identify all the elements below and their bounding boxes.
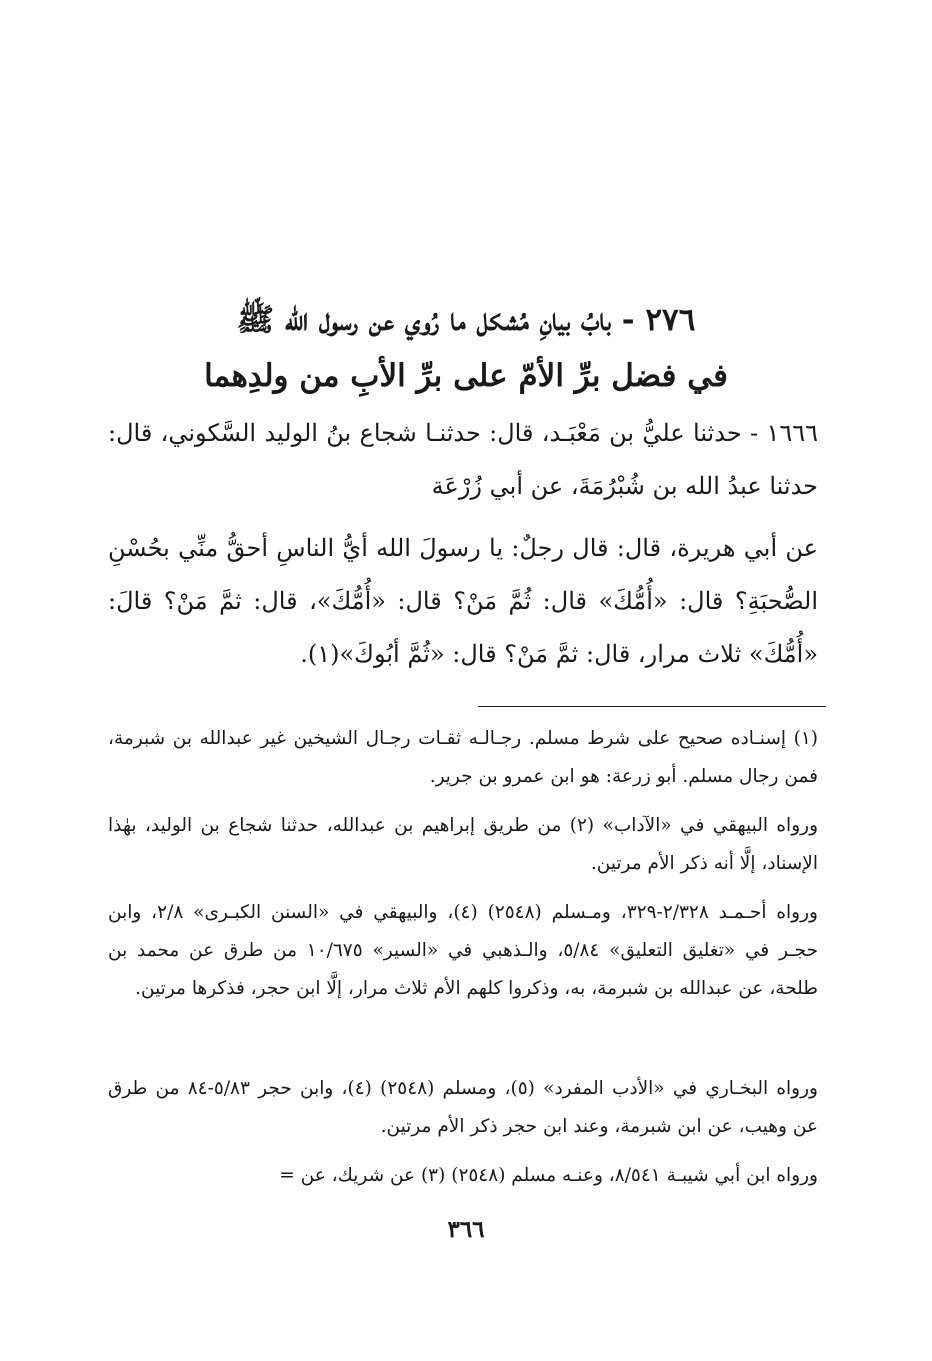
hadith-text: عن أبي هريرة، قال: قال رجلٌ: يا رسولَ الله أيُّ الناسِ أحقُّ منِّي بحُسْنِ الصُّحبَةِ؟ قال: «أُمُّكَ» قال: ثُمَّ مَنْ؟ قال: «أُمُّكَ»، قال: ثمَّ مَنْ؟ قالَ: «أُمُّكَ» ثلاث مرار، قال: ثمَّ مَنْ؟ قال: «ثُمَّ أبُوكَ»(١). (108, 534, 818, 668)
footnote-paragraph: (١) إسنـاده صحيح على شرط مسلم. رجـالـه ثقـات رجـال الشيخين غير عبدالله بن شبرمة، فمن رجال مسلم. أبو زرعة: هو ابن عمرو بن جرير. (108, 728, 818, 787)
page-number: ٣٦٦ (447, 1216, 485, 1243)
chapter-title-line-1: ٢٧٦ - بابُ بيانِ مُشكل ما رُوي عن رسول الله ﷺ (236, 302, 696, 338)
footnote-paragraph: ورواه ابن أبي شيبـة ٨/٥٤١، وعنـه مسلم (٢٥٤٨) (٣) عن شريك، عن = (279, 1165, 818, 1186)
footnote-paragraph: ورواه أحـمـد ٢/٣٢٨-٣٢٩، ومـسلم (٢٥٤٨) (٤)، والبيهقي في «السنن الكبـرى» ٢/٨، وابن حجـر في «تغليق التعليق» ٥/٨٤، والـذهبي في «السير» ١٠/٦٧٥ من طرق عن محمد بن طلحة، عن عبدالله بن شبرمة، به، وذكروا كلهم الأم ثلاث مرار، إلَّا ابن حجر، فذكرها مرتين. (108, 902, 818, 999)
footnote-paragraph: ورواه البخـاري في «الأدب المفرد» (٥)، ومسلم (٢٥٤٨) (٤)، وابن حجر ٥/٨٣-٨٤ من طرق عن وهيب، عن ابن شبرمة، وعند ابن حجر ذكر الأم مرتين. (108, 1078, 818, 1137)
footnote-divider (478, 706, 826, 707)
footnote-paragraph: ورواه البيهقي في «الآداب» (٢) من طريق إبراهيم بن عبدالله، حدثنا شجاع بن الوليد، بهٰذا الإسناد، إلَّا أنه ذكر الأم مرتين. (108, 815, 818, 874)
chapter-title-line-2: في فضل برِّ الأمّ على برِّ الأبِ من ولدِهما (204, 358, 728, 394)
hadith-chain: ١٦٦٦ - حدثنا عليُّ بن مَعْبَـد، قال: حدثنـا شجاع بنُ الوليد السَّكوني، قال: حدثنا عبدُ الله بن شُبْرُمَةَ، عن أبي زُرْعَة (108, 419, 818, 500)
